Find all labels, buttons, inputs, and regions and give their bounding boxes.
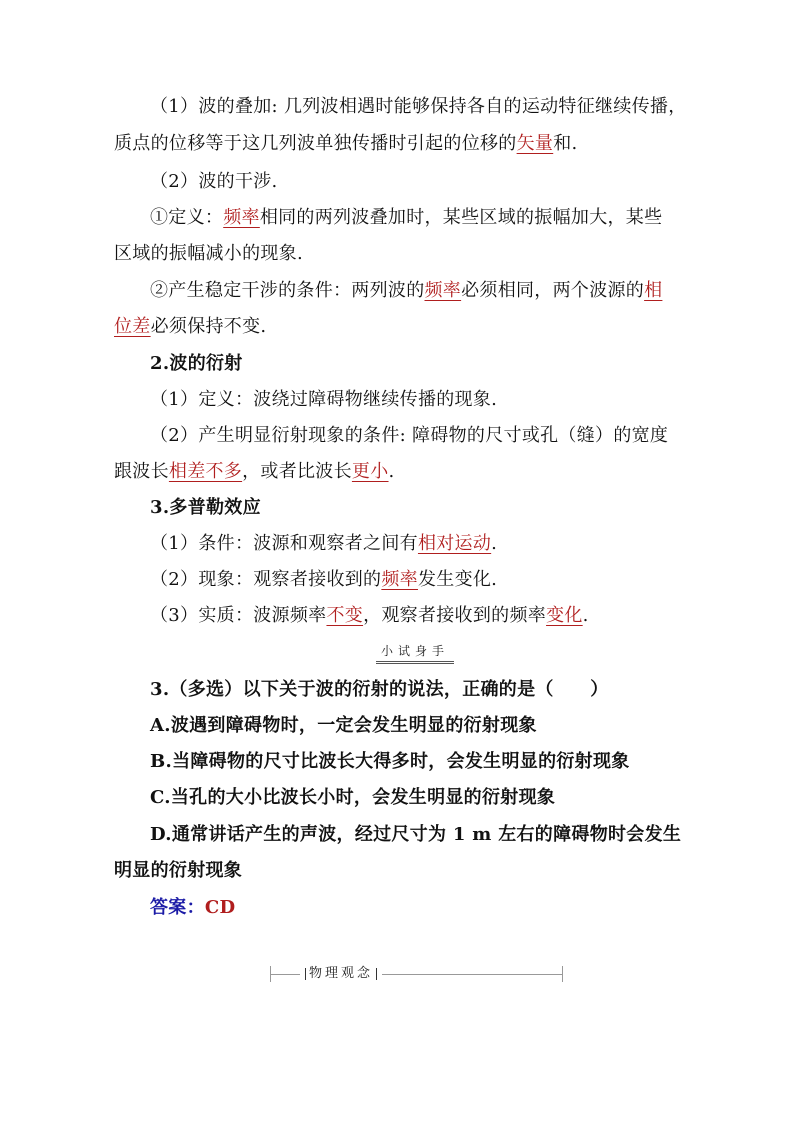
fill-in-answer: 位差 [114,316,151,337]
text-line: （2）产生明显衍射现象的条件: 障碍物的尺寸或孔（缝）的宽度 [150,425,669,446]
text-line: ②产生稳定干涉的条件：两列波的频率必须相同，两个波源的相 [150,280,663,301]
quiz-option-c: C.当孔的大小比波长小时，会发生明显的衍射现象 [150,787,556,808]
banner-underline [376,663,454,664]
fill-in-answer: 频率 [424,280,462,301]
fill-in-answer: 不变 [326,605,364,626]
quiz-question: 3.（多选）以下关于波的衍射的说法，正确的是（ ） [150,679,609,700]
bar-decoration [305,968,306,980]
quiz-option-d: D.通常讲话产生的声波，经过尺寸为 1 m 左右的障碍物时会发生 [150,824,682,845]
fill-in-answer: 频率 [381,569,418,590]
section-banner: 小试身手 [380,644,449,658]
text-line: 质点的位移等于这几列波单独传播时引起的位移的矢量和. [114,133,578,154]
fill-in-answer: 相对运动 [417,533,492,554]
quiz-option-b: B.当障碍物的尺寸比波长大得多时，会发生明显的衍射现象 [150,751,630,772]
answer-line [150,894,235,922]
text-line: （1）条件：波源和观察者之间有相对运动. [150,533,498,554]
text-line: ①定义：频率相同的两列波叠加时，某些区域的振幅加大，某些 [150,207,663,228]
fill-in-answer: 相差不多 [168,461,243,482]
banner-underline [376,661,454,662]
fill-in-answer: 矢量 [516,133,554,154]
text-line: （2）现象：观察者接收到的频率发生变化. [150,569,498,590]
footer-rule-end [270,966,271,982]
text-line: （1）波的叠加: 几列波相遇时能够保持各自的运动特征继续传播， [150,96,687,117]
text-line: 跟波长相差不多，或者比波长更小. [114,461,395,482]
subheading: （2）波的干涉. [150,171,278,192]
answer-label: 答案： [150,897,205,918]
text-line: （1）定义：波绕过障碍物继续传播的现象. [150,389,498,410]
text-line: （3）实质：波源频率不变，观察者接收到的频率变化. [150,605,589,626]
text-line: 位差必须保持不变. [114,316,267,337]
section-heading: 2.波的衍射 [150,353,243,374]
answer-value: CD [204,897,236,918]
text-line: 区域的振幅减小的现象. [114,243,304,264]
fill-in-answer: 更小 [351,461,389,482]
quiz-option-d-continued: 明显的衍射现象 [114,860,243,881]
footer-section-label: 物理观念 [300,964,382,984]
quiz-option-a: A.波遇到障碍物时，一定会发生明显的衍射现象 [150,715,537,736]
fill-in-answer: 变化 [546,605,583,626]
fill-in-answer: 相 [644,280,663,301]
footer-rule-end [562,966,563,982]
section-heading: 3.多普勒效应 [150,497,261,518]
bar-decoration [376,968,377,980]
fill-in-answer: 频率 [223,207,260,228]
